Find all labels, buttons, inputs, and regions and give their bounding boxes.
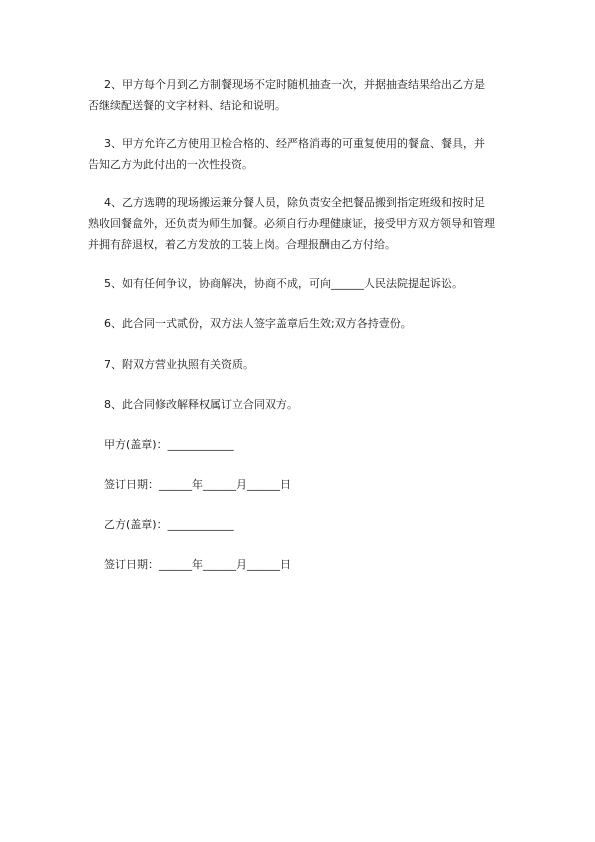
- party-b-seal: 乙方(盖章)：____________: [104, 518, 234, 531]
- clause-line: 2、甲方每个月到乙方制餐现场不定时随机抽查一次，并据抽查结果给出乙方是: [104, 78, 485, 91]
- clause-line: 并拥有辞退权，着乙方发放的工装上岗。合理报酬由乙方付给。: [88, 238, 396, 251]
- clause-6: [88, 313, 518, 334]
- signing-date-b: 签订日期：______年______月______日: [104, 558, 291, 571]
- clause-line: 告知乙方为此付出的一次性投资。: [88, 158, 253, 171]
- clause-line: 3、甲方允许乙方使用卫检合格的、经严格消毒的可重复使用的餐盒、餐具，并: [104, 137, 485, 150]
- clause-line: 否继续配送餐的文字材料、结论和说明。: [88, 99, 286, 112]
- clause-line: 熟收回餐盒外，还负责为师生加餐。必须自行办理健康证，接受甲方双方领导和管理: [88, 217, 495, 230]
- clause-line: 7、附双方营业执照有关资质。: [104, 358, 254, 371]
- clause-4: [88, 192, 518, 255]
- clause-5: [88, 273, 518, 294]
- party-a-seal: 甲方(盖章)：____________: [104, 438, 234, 451]
- clause-8: [88, 394, 518, 415]
- signing-date-a: 签订日期：______年______月______日: [104, 478, 291, 491]
- clause-line: 5、如有任何争议，协商解决，协商不成，可向______人民法院提起诉讼。: [104, 277, 463, 290]
- clause-7: [88, 354, 518, 375]
- clause-line: 6、此合同一式贰份，双方法人签字盖章后生效;双方各持壹份。: [104, 317, 412, 330]
- clause-2: [88, 74, 518, 116]
- clause-3: [88, 133, 518, 175]
- clause-line: 4、乙方选聘的现场搬运兼分餐人员，除负责安全把餐品搬到指定班级和按时足: [104, 196, 485, 209]
- clause-line: 8、此合同修改解释权属订立合同双方。: [104, 398, 298, 411]
